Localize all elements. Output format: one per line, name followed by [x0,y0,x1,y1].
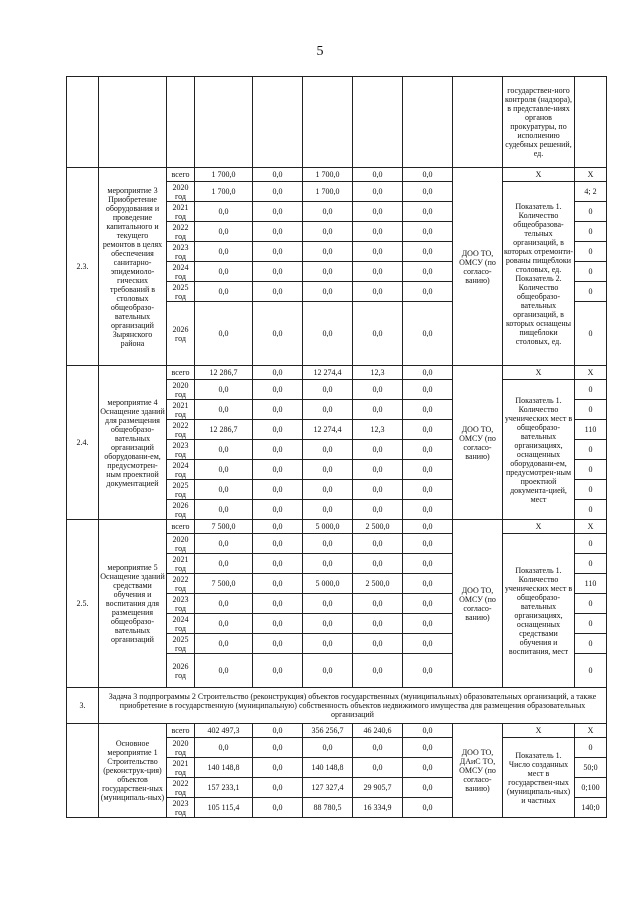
amount-cell: 0,0 [303,594,353,614]
target-cell: 50;0 [575,758,607,778]
year-cell: 2021 год [167,400,195,420]
amount-cell: 0,0 [253,798,303,818]
amount-cell: 0,0 [353,534,403,554]
amount-cell: 0,0 [195,202,253,222]
amount-cell: 0,0 [195,380,253,400]
target-cell: 0 [575,262,607,282]
amount-cell: 0,0 [353,222,403,242]
amount-cell: 0,0 [195,614,253,634]
amount-cell: 0,0 [403,738,453,758]
amount-cell: 0,0 [253,778,303,798]
year-cell: 2022 год [167,574,195,594]
amount-cell: 0,0 [303,222,353,242]
amount-cell: 0,0 [253,614,303,634]
amount-cell: 0,0 [353,182,403,202]
x-cell: Х [503,520,575,534]
target-cell: 0 [575,242,607,262]
amount-cell: 140 148,8 [303,758,353,778]
amount-cell: 0,0 [353,738,403,758]
event-name: мероприятие 3 Приобретение оборудования и проведение капитального и текущего ремонтов в целях обеспечения санитарно-эпидемиоло-гических требований в столовых общеобразо-вательных организаций Зырянского района [99,168,167,366]
amount-cell: 402 497,3 [195,724,253,738]
amount-cell: 0,0 [303,400,353,420]
amount-cell: 0,0 [253,500,303,520]
year-cell: 2026 год [167,654,195,688]
amount-cell: 140 148,8 [195,758,253,778]
year-cell: всего [167,724,195,738]
amount-cell: 0,0 [353,634,403,654]
amount-cell: 0,0 [403,654,453,688]
amount-cell: 29 905,7 [353,778,403,798]
amount-cell: 0,0 [195,302,253,366]
amount-cell: 0,0 [253,534,303,554]
amount-cell: 0,0 [303,500,353,520]
year-cell: 2026 год [167,500,195,520]
year-cell: 2022 год [167,778,195,798]
amount-cell: 0,0 [253,262,303,282]
amount-cell: 7 500,0 [195,520,253,534]
amount-cell: 0,0 [253,282,303,302]
year-cell: 2024 год [167,614,195,634]
executor-cell: ДОО ТО, ОМСУ (по согласо-ванию) [453,168,503,366]
amount-cell: 105 115,4 [195,798,253,818]
amount-cell: 0,0 [303,654,353,688]
target-cell: 0 [575,500,607,520]
year-cell: 2020 год [167,182,195,202]
amount-cell: 0,0 [403,724,453,738]
amount-cell: 0,0 [353,614,403,634]
amount-cell: 0,0 [195,634,253,654]
amount-cell: 356 256,7 [303,724,353,738]
amount-cell: 1 700,0 [303,168,353,182]
amount-cell: 0,0 [303,634,353,654]
amount-cell: 12,3 [353,420,403,440]
amount-cell: 0,0 [353,654,403,688]
event-name: мероприятие 5 Оснащение зданий средствами обучения и воспитания для размещения общеобразо-вательных организаций [99,520,167,688]
amount-cell: 0,0 [403,798,453,818]
amount-cell: 0,0 [403,222,453,242]
year-cell: 2024 год [167,262,195,282]
amount-cell: 0,0 [353,302,403,366]
task-title: Задача 3 подпрограммы 2 Строительство (реконструкция) объектов государственных (муниципальных) образовательных организаций, а также приобретение в государственную (муниципальную) собственность объектов недвижимого имущества для размещения образовательных организаций [99,688,607,724]
table-row [67,520,607,534]
executor-cell: ДОО ТО, ОМСУ (по согласо-ванию) [453,520,503,688]
budget-table [66,76,607,818]
amount-cell: 16 334,9 [353,798,403,818]
amount-cell: 0,0 [195,654,253,688]
cell-empty [67,77,99,168]
executor-cell: ДОО ТО, ОМСУ (по согласо-ванию) [453,366,503,520]
amount-cell: 0,0 [303,380,353,400]
amount-cell: 0,0 [353,440,403,460]
amount-cell: 0,0 [353,554,403,574]
amount-cell: 0,0 [403,420,453,440]
amount-cell: 0,0 [253,222,303,242]
row-number: 2.3. [67,168,99,366]
event-name: мероприятие 4 Оснащение зданий для размещения общеобразо-вательных организаций оборудовани-ем, предусмотрен-ным проектной документацией [99,366,167,520]
amount-cell: 157 233,1 [195,778,253,798]
cell-empty [453,77,503,168]
target-cell: 0 [575,202,607,222]
amount-cell: 0,0 [353,480,403,500]
amount-cell: 0,0 [353,460,403,480]
amount-cell: 0,0 [195,440,253,460]
amount-cell: 0,0 [403,480,453,500]
amount-cell: 0,0 [403,380,453,400]
target-cell: 0 [575,302,607,366]
amount-cell: 0,0 [253,738,303,758]
amount-cell: 0,0 [195,460,253,480]
amount-cell: 0,0 [403,594,453,614]
amount-cell: 0,0 [403,282,453,302]
amount-cell: 0,0 [253,400,303,420]
target-cell: 0 [575,634,607,654]
cell-empty [403,77,453,168]
amount-cell: 0,0 [353,758,403,778]
cell-empty [99,77,167,168]
table-row [67,724,607,738]
amount-cell: 0,0 [353,380,403,400]
year-cell: всего [167,168,195,182]
amount-cell: 0,0 [353,400,403,420]
target-cell: 0;100 [575,778,607,798]
amount-cell: 0,0 [195,554,253,574]
amount-cell: 0,0 [253,182,303,202]
x-cell: Х [503,366,575,380]
year-cell: 2023 год [167,594,195,614]
amount-cell: 0,0 [253,440,303,460]
amount-cell: 0,0 [353,594,403,614]
indicator-cell: Показатель 1. Число созданных мест в государствен-ных (муниципаль-ных) и частных [503,738,575,818]
amount-cell: 0,0 [403,366,453,380]
target-cell: 0 [575,460,607,480]
amount-cell: 0,0 [253,242,303,262]
row-number [67,724,99,818]
year-cell: 2026 год [167,302,195,366]
amount-cell: 0,0 [403,400,453,420]
amount-cell: 0,0 [303,440,353,460]
year-cell: 2023 год [167,440,195,460]
amount-cell: 0,0 [253,366,303,380]
amount-cell: 0,0 [303,614,353,634]
amount-cell: 0,0 [403,460,453,480]
cell-empty [575,77,607,168]
amount-cell: 5 000,0 [303,520,353,534]
x-cell: Х [503,724,575,738]
target-cell: 0 [575,654,607,688]
target-cell: 0 [575,222,607,242]
target-cell: 4; 2 [575,182,607,202]
event-name: Основное мероприятие 1 Строительство (реконструк-ция) объектов государствен-ных (муниципаль-ных) [99,724,167,818]
amount-cell: 0,0 [403,302,453,366]
target-cell: 0 [575,282,607,302]
executor-cell: ДОО ТО, ДАиС ТО, ОМСУ (по согласо-ванию) [453,724,503,818]
amount-cell: 0,0 [253,520,303,534]
table-row [67,168,607,182]
amount-cell: 0,0 [303,738,353,758]
amount-cell: 0,0 [253,460,303,480]
amount-cell: 88 780,5 [303,798,353,818]
amount-cell: 0,0 [253,574,303,594]
amount-cell: 0,0 [253,724,303,738]
amount-cell: 0,0 [403,554,453,574]
amount-cell: 0,0 [353,500,403,520]
target-cell: 110 [575,420,607,440]
amount-cell: 0,0 [303,202,353,222]
row-number: 3. [67,688,99,724]
amount-cell: 0,0 [303,460,353,480]
year-cell: 2021 год [167,758,195,778]
amount-cell: 0,0 [403,634,453,654]
amount-cell: 0,0 [403,168,453,182]
amount-cell: 7 500,0 [195,574,253,594]
amount-cell: 0,0 [303,554,353,574]
cell-empty [195,77,253,168]
amount-cell: 0,0 [303,534,353,554]
amount-cell: 46 240,6 [353,724,403,738]
amount-cell: 0,0 [403,574,453,594]
task-row [67,688,607,724]
amount-cell: 0,0 [403,242,453,262]
year-cell: 2022 год [167,420,195,440]
amount-cell: 0,0 [403,262,453,282]
amount-cell: 0,0 [195,500,253,520]
amount-cell: 0,0 [403,758,453,778]
target-cell: Х [575,366,607,380]
amount-cell: 0,0 [195,738,253,758]
amount-cell: 12 274,4 [303,420,353,440]
amount-cell: 0,0 [403,614,453,634]
amount-cell: 0,0 [403,534,453,554]
amount-cell: 0,0 [353,202,403,222]
amount-cell: 0,0 [353,262,403,282]
amount-cell: 0,0 [253,480,303,500]
x-cell: Х [503,168,575,182]
year-cell: 2020 год [167,380,195,400]
amount-cell: 0,0 [303,242,353,262]
amount-cell: 0,0 [403,440,453,460]
amount-cell: 0,0 [195,242,253,262]
target-cell: Х [575,724,607,738]
amount-cell: 2 500,0 [353,574,403,594]
target-cell: 140;0 [575,798,607,818]
target-cell: 0 [575,614,607,634]
target-cell: Х [575,520,607,534]
amount-cell: 0,0 [303,262,353,282]
year-cell: 2024 год [167,460,195,480]
year-cell: 2021 год [167,554,195,574]
year-cell: 2023 год [167,242,195,262]
amount-cell: 1 700,0 [303,182,353,202]
amount-cell: 0,0 [195,222,253,242]
amount-cell: 0,0 [353,168,403,182]
amount-cell: 0,0 [195,282,253,302]
cell-empty [353,77,403,168]
amount-cell: 0,0 [253,302,303,366]
amount-cell: 0,0 [195,534,253,554]
amount-cell: 0,0 [253,594,303,614]
amount-cell: 0,0 [303,282,353,302]
target-cell: 0 [575,594,607,614]
year-cell: 2025 год [167,480,195,500]
target-cell: 0 [575,440,607,460]
amount-cell: 0,0 [253,758,303,778]
amount-cell: 0,0 [253,168,303,182]
year-cell: всего [167,366,195,380]
cell-empty [303,77,353,168]
amount-cell: 0,0 [195,594,253,614]
amount-cell: 12 286,7 [195,366,253,380]
amount-cell: 0,0 [195,480,253,500]
amount-cell: 0,0 [253,380,303,400]
amount-cell: 0,0 [303,480,353,500]
amount-cell: 0,0 [403,778,453,798]
year-cell: 2025 год [167,634,195,654]
amount-cell: 0,0 [403,520,453,534]
amount-cell: 2 500,0 [353,520,403,534]
amount-cell: 0,0 [195,262,253,282]
amount-cell: 12,3 [353,366,403,380]
amount-cell: 0,0 [403,202,453,222]
row-number: 2.4. [67,366,99,520]
target-cell: 0 [575,738,607,758]
indicator-cell: Показатель 1. Количество общеобразова-тельных организаций, в которых отремонти-рованы пищеблоки столовых, ед. Показатель 2. Количество общеобразо-вательных организаций, в которых оснащены пищеблоки столовых, ед. [503,182,575,366]
table-row [67,366,607,380]
target-cell: 0 [575,480,607,500]
amount-cell: 0,0 [195,400,253,420]
page-number: 5 [316,44,324,59]
amount-cell: 1 700,0 [195,182,253,202]
amount-cell: 12 274,4 [303,366,353,380]
amount-cell: 0,0 [403,500,453,520]
year-cell: 2020 год [167,534,195,554]
amount-cell: 127 327,4 [303,778,353,798]
indicator-cell: государствен-ного контроля (надзора), в представле-ниях органов прокуратуры, по исполнению судебных решений, ед. [503,77,575,168]
target-cell: 110 [575,574,607,594]
year-cell: 2023 год [167,798,195,818]
amount-cell: 0,0 [253,554,303,574]
year-cell: всего [167,520,195,534]
amount-cell: 0,0 [253,654,303,688]
amount-cell: 0,0 [353,282,403,302]
amount-cell: 0,0 [253,420,303,440]
amount-cell: 0,0 [253,634,303,654]
amount-cell: 0,0 [303,302,353,366]
cell-empty [253,77,303,168]
row-number: 2.5. [67,520,99,688]
year-cell: 2020 год [167,738,195,758]
target-cell: Х [575,168,607,182]
year-cell: 2025 год [167,282,195,302]
target-cell: 0 [575,534,607,554]
amount-cell: 0,0 [253,202,303,222]
year-cell: 2021 год [167,202,195,222]
continuation-row [67,77,607,168]
indicator-cell: Показатель 1. Количество ученических мест в общеобразо-вательных организациях, оснащенных средствами обучения и воспитания, мест [503,534,575,688]
amount-cell: 0,0 [353,242,403,262]
year-cell: 2022 год [167,222,195,242]
amount-cell: 1 700,0 [195,168,253,182]
amount-cell: 12 286,7 [195,420,253,440]
amount-cell: 0,0 [403,182,453,202]
target-cell: 0 [575,554,607,574]
amount-cell: 5 000,0 [303,574,353,594]
cell-empty [167,77,195,168]
target-cell: 0 [575,380,607,400]
indicator-cell: Показатель 1. Количество ученических мест в общеобразо-вательных организациях, оснащенных оборудовани-ем, предусмотрен-ным проектной документа-цией, мест [503,380,575,520]
target-cell: 0 [575,400,607,420]
